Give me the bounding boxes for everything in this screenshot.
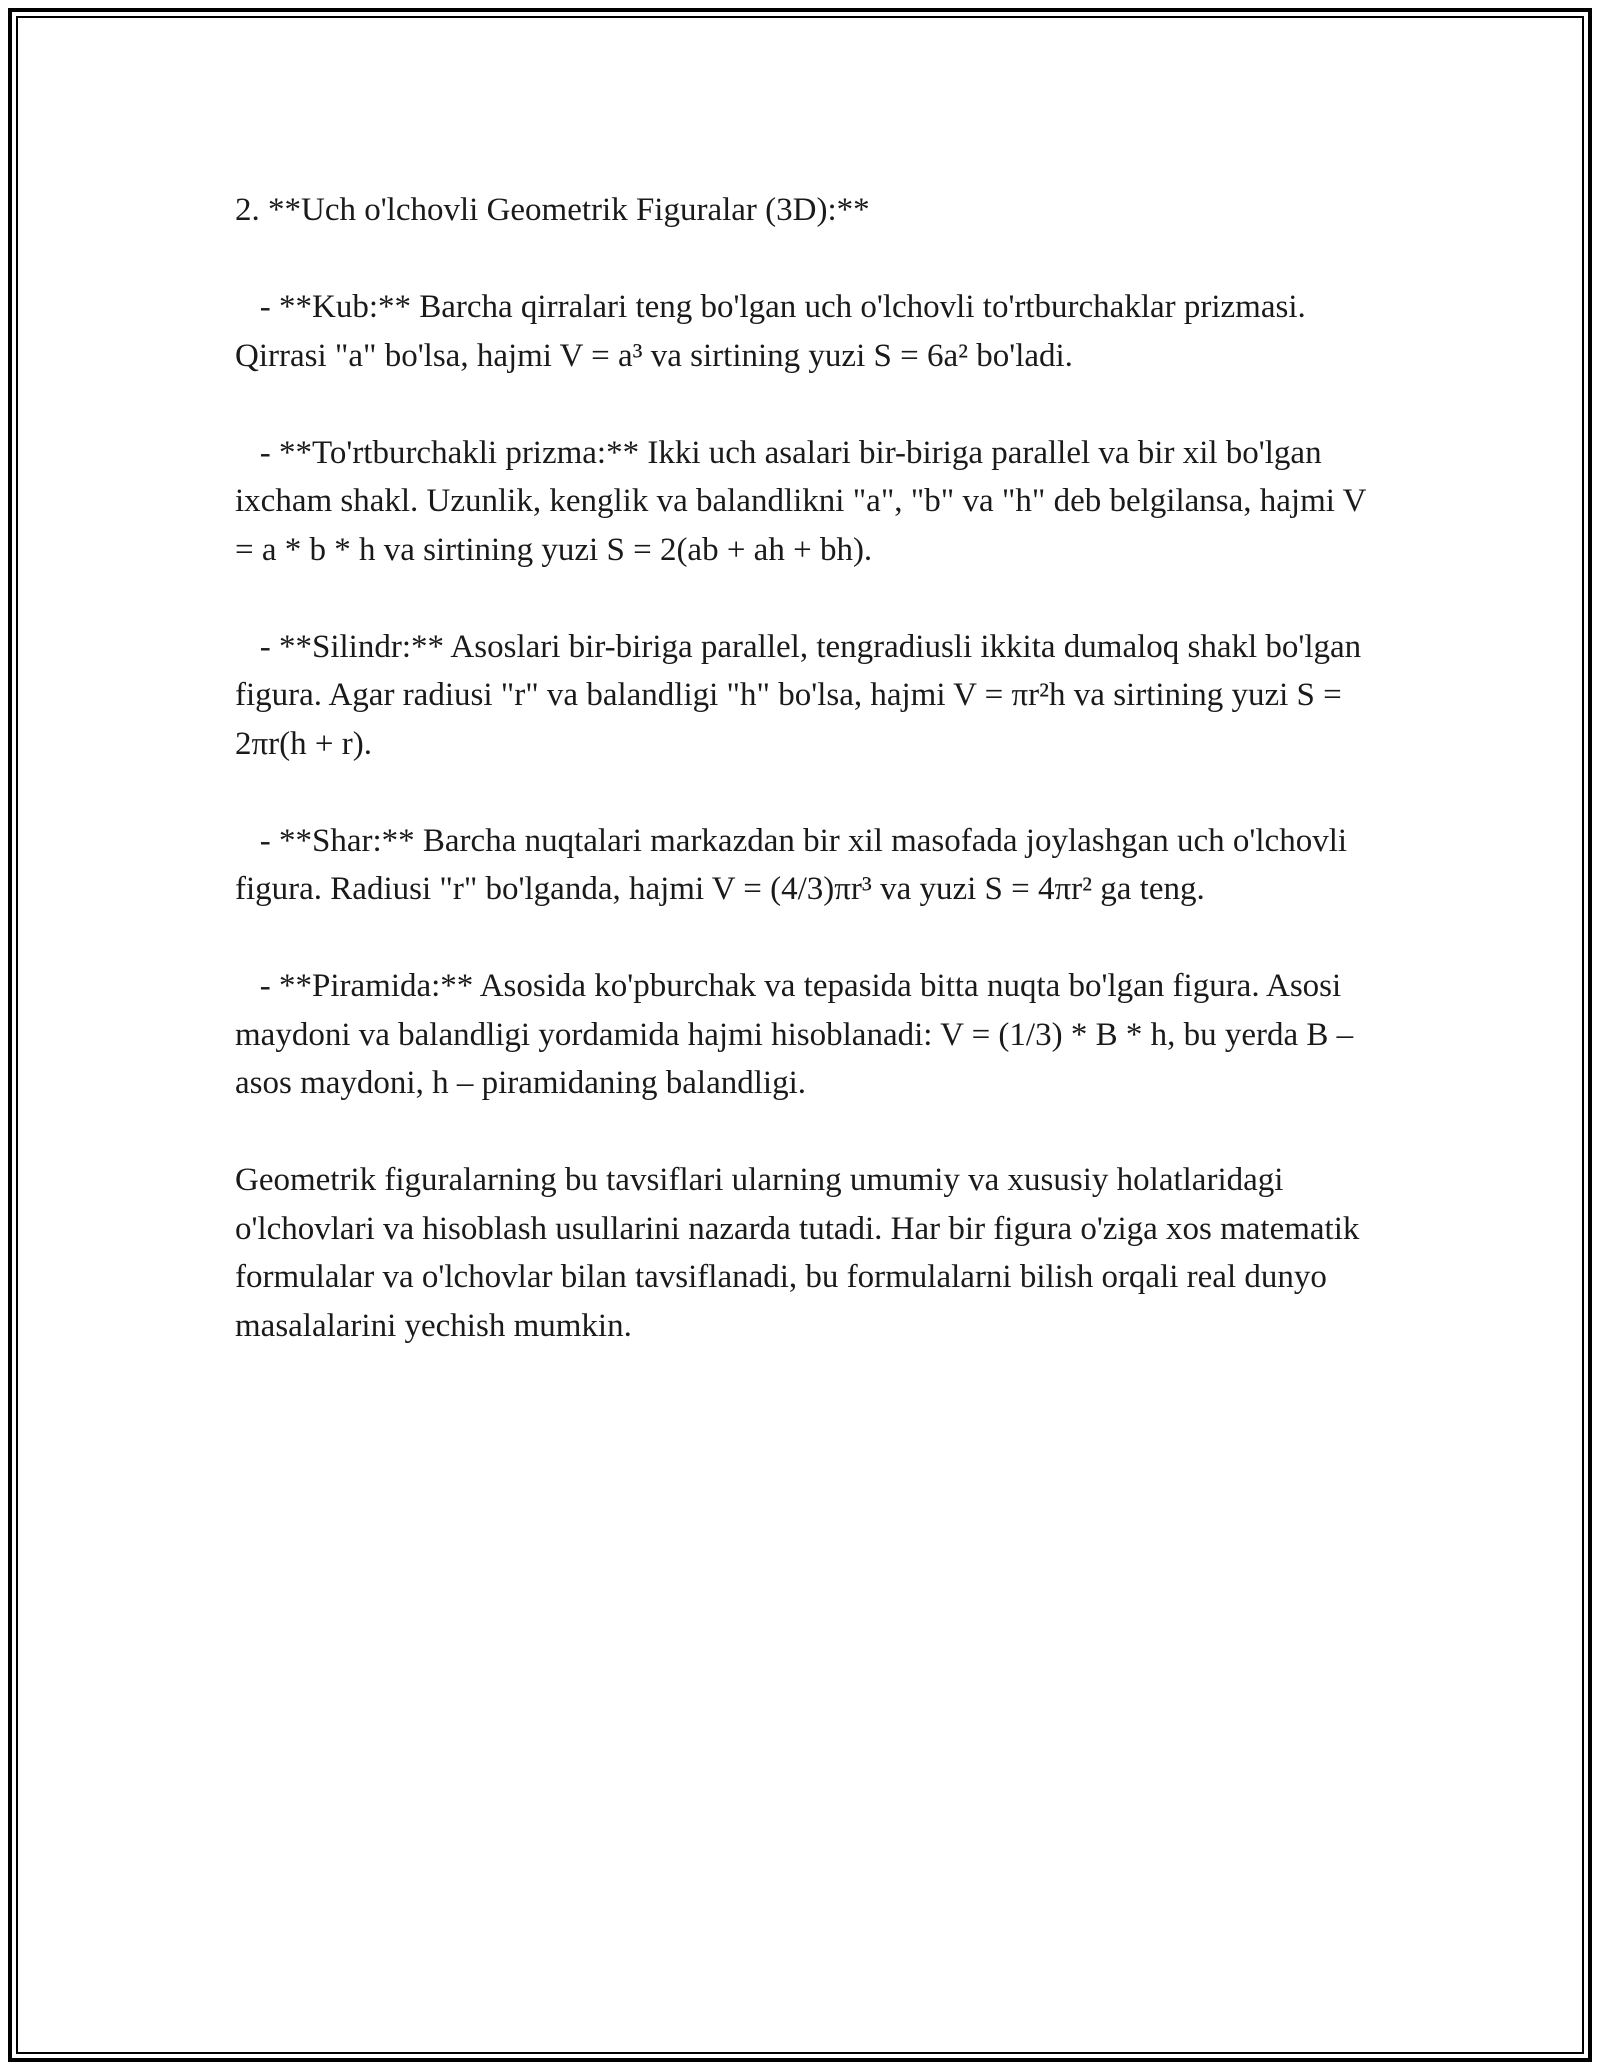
list-item-piramida: - **Piramida:** Asosida ko'pburchak va tepasida bitta nuqta bo'lgan figura. Asosi maydoni va balandligi yordamida hajmi hisoblanadi: V = (1/3) * B * h, bu yerda B – asos maydoni, h – piramidaning balandligi. [235,968,1362,1101]
conclusion-paragraph: Geometrik figuralarning bu tavsiflari ularning umumiy va xususiy holatlaridagi o'lchovlari va hisoblash usullarini nazarda tutadi. Har bir figura o'ziga xos matematik formulalar va o'lchovlar bilan tavsiflanadi, bu formulalarni bilish orqali real dunyo masalalarini yechish mumkin. [235,1162,1368,1344]
document-body [235,186,1375,1350]
list-item-kub: - **Kub:** Barcha qirralari teng bo'lgan uch o'lchovli to'rtburchaklar prizmasi. Qirrasi "a" bo'lsa, hajmi V = a³ va sirtining yuzi S = 6a² bo'ladi. [235,289,1315,374]
list-item-prizma: - **To'rtburchakli prizma:** Ikki uch asalari bir-biriga parallel va bir xil bo'lgan ixcham shakl. Uzunlik, kenglik va balandlikni "a", "b" va "h" deb belgilansa, hajmi V = a * b * h va sirtining yuzi S = 2(ab + ah + bh). [235,434,1375,568]
section-heading: 2. **Uch o'lchovli Geometrik Figuralar (3D):** [235,192,870,228]
list-item-shar: - **Shar:** Barcha nuqtalari markazdan bir xil masofada joylashgan uch o'lchovli figura. Radiusi "r" bo'lganda, hajmi V = (4/3)πr³ va yuzi S = 4πr² ga teng. [235,822,1356,907]
list-item-silindr: - **Silindr:** Asoslari bir-biriga parallel, tengradiusli ikkita dumaloq shakl bo'lgan figura. Agar radiusi "r" va balandligi "h" bo'lsa, hajmi V = πr²h va sirtining yuzi S = 2πr(h + r). [235,628,1370,762]
